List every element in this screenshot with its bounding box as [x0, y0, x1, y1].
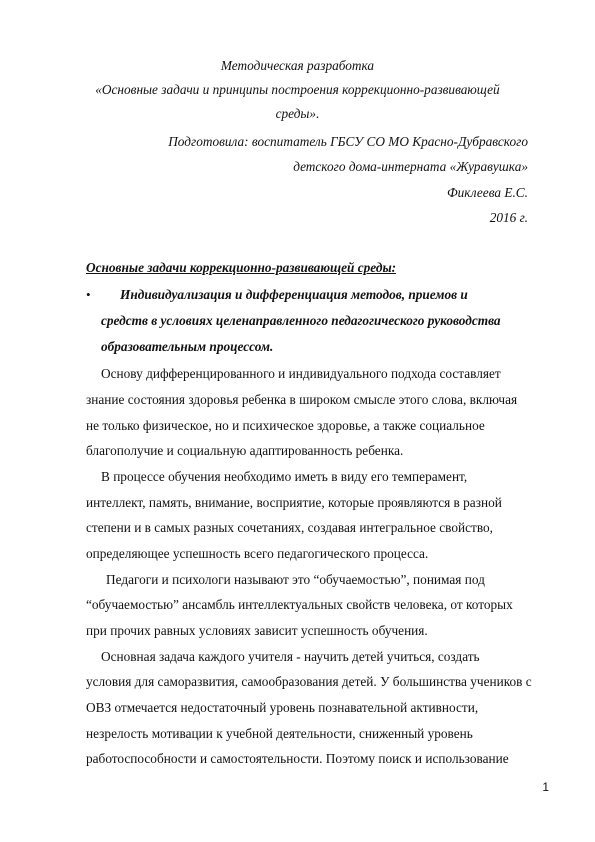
paragraph-4-line-1: Основная задача каждого учителя - научить детей учиться, создать — [101, 649, 480, 664]
paragraph-4-line-2: условия для саморазвития, самообразования детей. У большинства учеников с — [86, 674, 532, 689]
paragraph-4-line-5: работоспособности и самостоятельности. Поэтому поиск и использование — [86, 751, 509, 766]
bullet-icon: • — [86, 287, 91, 302]
paragraph-4-line-3: ОВЗ отмечается недостаточный уровень познавательной активности, — [86, 700, 479, 715]
bullet-line-1: Индивидуализация и дифференциация методов, приемов и — [120, 287, 468, 302]
paragraph-1-line-3: не только физическое, но и психическое здоровье, а также социальное — [86, 418, 485, 433]
doc-year: 2016 г. — [489, 210, 528, 225]
doc-title: Методическая разработка — [220, 58, 375, 73]
paragraph-3-line-3: при прочих равных условиях зависит успешность обучения. — [86, 623, 428, 638]
page-number: 1 — [542, 780, 549, 794]
paragraph-2-line-2: интеллект, память, внимание, восприятие, которые проявляются в разной — [86, 495, 502, 510]
paragraph-3-line-2: “обучаемостью” ансамбль интеллектуальных свойств человека, от которых — [86, 597, 513, 612]
paragraph-1-line-1: Основу дифференцированного и индивидуального подхода составляет — [101, 366, 501, 381]
paragraph-1-line-4: благополучие и социальную адаптированность ребенка. — [86, 443, 404, 458]
section-heading: Основные задачи коррекционно-развивающей среды: — [86, 260, 397, 275]
doc-subtitle-line-2: среды». — [275, 106, 320, 121]
author-line-1: Подготовила: воспитатель ГБСУ СО МО Красно-Дубравского — [168, 134, 528, 149]
paragraph-4-line-4: незрелость мотивации к учебной деятельности, сниженный уровень — [86, 726, 473, 741]
paragraph-2-line-4: определяющее успешность всего педагогического процесса. — [86, 546, 429, 561]
paragraph-2-line-1: В процессе обучения необходимо иметь в виду его темперамент, — [101, 469, 468, 484]
author-name: Фиклеева Е.С. — [446, 185, 528, 200]
paragraph-3-line-1: Педагоги и психологи называют это “обучаемостью”, понимая под — [106, 572, 485, 587]
bullet-line-2: средств в условиях целенаправленного педагогического руководства — [101, 313, 501, 328]
paragraph-2-line-3: степени и в самых разных сочетаниях, создавая интегральное свойство, — [86, 520, 493, 535]
doc-subtitle-line-1: «Основные задачи и принципы построения коррекционно-развивающей — [95, 82, 500, 97]
paragraph-1-line-2: знание состояния здоровья ребенка в широком смысле этого слова, включая — [86, 392, 518, 407]
bullet-line-3: образовательным процессом. — [101, 339, 274, 354]
author-line-2: детского дома-интерната «Журавушка» — [293, 159, 528, 174]
